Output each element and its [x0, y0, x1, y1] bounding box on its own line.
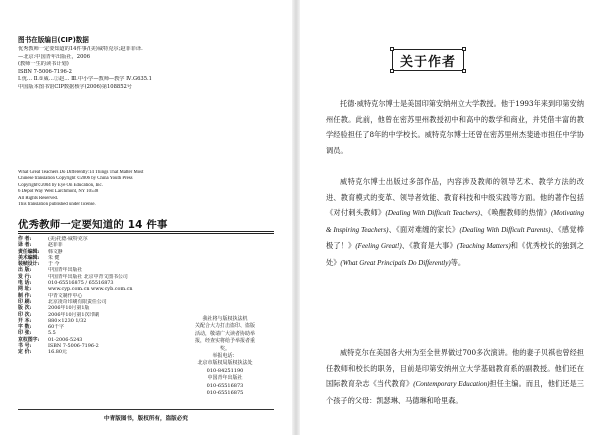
- english-notice-line: This translation published under license.: [18, 202, 96, 208]
- book-gutter: [292, 0, 300, 435]
- credit-row: [18, 349, 168, 355]
- about-author-page: [300, 0, 600, 435]
- text-run: 和《优秀校长的独到之处》: [326, 241, 584, 267]
- credit-label: 美术编辑:: [18, 254, 40, 261]
- text-run: 、《面对难缠的家长》: [388, 224, 460, 234]
- english-journal-title: (Contemporary Education): [413, 380, 490, 388]
- copyright-statement: 中青版图书，版权所有，盗版必究: [104, 416, 188, 422]
- frame-corner: [390, 47, 394, 51]
- paragraph-text: [326, 174, 584, 271]
- frame-corner: [462, 69, 466, 73]
- author-paragraph-3: [326, 345, 584, 408]
- text-run: 、《感觉棒极了！》: [326, 224, 584, 250]
- anti-piracy-notice: [175, 316, 275, 397]
- credit-label: 发 行:: [18, 273, 32, 280]
- cip-line: (教师一生的读书计划): [18, 61, 69, 68]
- credit-value: 北京凌奇印刷有限责任公司: [48, 298, 107, 305]
- paragraph-text: [326, 345, 584, 408]
- credit-label: 字 数:: [18, 324, 32, 331]
- text-run: 、《唤醒教师的热情》: [479, 208, 551, 217]
- credit-value: 中青文制作中心: [48, 292, 83, 299]
- publication-credits: [18, 236, 168, 356]
- text-run: 等。: [450, 257, 466, 267]
- credit-label: 印 次:: [18, 311, 32, 318]
- frame-corner: [462, 47, 466, 51]
- english-book-title: (Dealing With Difficult Parents): [459, 225, 551, 234]
- cip-line: —北京:中国青年出版社，2006: [18, 53, 91, 60]
- cip-line: 中国版本图书馆CIP数据核字(2006)第108852号: [18, 83, 132, 90]
- notice-line: 010-84251190: [206, 367, 244, 374]
- credit-value: 5.5: [48, 330, 56, 337]
- credit-value: 16.80元: [48, 349, 67, 356]
- section-heading: 关于作者: [399, 54, 456, 70]
- paragraph-text: 托德·威特克尔博士是美国印第安纳州立大学教授。他于1993年来到印第安纳州任教。此前，他曾在密苏里州教授初中和高中的数学和商业，并凭借丰富的教学经验担任了8年的中学校长。威特克尔博士还曾在密苏里州杰斐逊市担任中学协调员。: [326, 99, 584, 155]
- cip-line: ISBN 7-5006-7196-2: [18, 68, 72, 75]
- credit-label: 出 版:: [18, 267, 32, 274]
- credit-label: 定 价:: [18, 349, 32, 356]
- text-run: 、《教育是大事》: [401, 241, 457, 250]
- credit-label: 印 张:: [18, 330, 32, 337]
- notice-line: 010-65516873: [206, 382, 244, 389]
- credit-value: 赵菲菲: [48, 242, 63, 249]
- section-heading-frame: [392, 49, 464, 71]
- credit-value: 2006年10月第1次印刷: [48, 311, 100, 318]
- cip-data-block: [18, 36, 274, 92]
- text-run: 威特克尔博士出版过多部作品，内容涉及教师的领导艺术、教学方法的改进、教育模式的变革、领导者效能、教育科技和中级实践等方面。他的著作包括《对付刺头教师》: [326, 177, 584, 217]
- credit-label: 书 号:: [18, 343, 32, 350]
- credit-label: 网 址:: [18, 286, 32, 293]
- credit-value: (美)托德·威特克尔: [48, 236, 88, 242]
- credit-value: 2006年10月第1版: [48, 305, 90, 312]
- notice-line: 报，经查实将给予举报者重: [194, 338, 255, 345]
- english-book-title: (Feeling Great!): [355, 242, 402, 250]
- notice-line: 中国青年出版社: [207, 375, 243, 382]
- credit-value: ISBN 7-5006-7196-2: [48, 343, 99, 350]
- text-run: 担任主编。而且，他们还是三个孩子的父母：凯瑟琳、马德琳和哈里森。: [326, 379, 584, 405]
- notice-line: 关配合大力打击盗印、盗版: [194, 323, 255, 330]
- book-title: 优秀教师一定要知道的 14 件事: [18, 219, 168, 231]
- credit-value: 880×1230 1/32: [48, 317, 87, 324]
- english-book-title: (Teaching Matters): [456, 242, 511, 250]
- notice-line: 举报电话：: [212, 353, 238, 360]
- cip-line: 优秀教师一定要知道的14件事/(美)威特克尔;赵菲菲译.: [18, 46, 143, 52]
- credit-value: 010-65516875 / 65516873: [48, 280, 114, 287]
- credit-label: 版 次:: [18, 305, 32, 312]
- credit-value: 中国青年出版社 北京中青文图书公司: [48, 273, 128, 280]
- credit-value: 朱 健: [48, 254, 60, 261]
- english-notice-line: What Great Teachers Do Differently:14 Things That Matter Most: [18, 170, 144, 175]
- credit-label: 译 者:: [18, 242, 32, 249]
- credit-value: 中国青年出版社: [48, 267, 83, 274]
- english-notice-line: All Rights Reserved.: [18, 195, 59, 201]
- notice-line: 010-65516875: [206, 390, 244, 397]
- title-divider: [18, 231, 274, 232]
- credit-label: 京权图字:: [18, 336, 40, 343]
- english-book-title: (What Great Principals Do Differently): [340, 258, 451, 267]
- credit-value: 于 今: [48, 261, 60, 268]
- english-book-title: (Dealing With Difficult Teachers): [385, 209, 480, 217]
- credit-label: 制 作:: [18, 292, 32, 299]
- frame-corner: [390, 69, 394, 73]
- credit-value: 01-2006-5243: [48, 336, 83, 343]
- english-book-title: (Motivating & Inspiring Teachers): [326, 209, 584, 234]
- english-notice-line: Copyright©2004 by Eye On Education, Inc.: [18, 182, 103, 188]
- title-divider: [18, 233, 274, 234]
- english-copyright-notice: [18, 170, 274, 208]
- notice-line: 奖。: [219, 345, 230, 352]
- notice-line: 我社将与版权执法机: [202, 316, 248, 322]
- credit-label: 电 话:: [18, 280, 32, 287]
- english-notice-line: Chinese translation Copyright ©2006 by China Youth Press: [18, 176, 133, 182]
- credit-value: 韩文静: [48, 248, 63, 255]
- credit-label: 印 刷:: [18, 298, 32, 305]
- cip-line: Ⅰ.优… Ⅱ.①威…②赵… Ⅲ.中小学—教师—教学 Ⅳ.G635.1: [18, 76, 152, 83]
- cip-title: 图书在版编目(CIP)数据: [18, 36, 89, 44]
- notice-line: 北京市版权局版权执法处: [197, 360, 253, 367]
- credit-value: 60千字: [48, 324, 65, 331]
- credit-label: 责任编辑:: [18, 248, 40, 255]
- credit-label: 开 本:: [18, 317, 32, 324]
- copyright-divider: [18, 409, 274, 410]
- credit-value: www.cyp.com.cn www.cyb.com.cn: [48, 286, 133, 293]
- author-paragraph-2: [326, 174, 584, 271]
- credit-label: 装帧设计:: [18, 261, 40, 268]
- notice-line: 活动，敬请广大读者协助举: [194, 330, 255, 337]
- english-notice-line: 6 Depot Way West Larchmont, NY 10538: [18, 189, 99, 195]
- author-paragraph-1: [326, 96, 584, 158]
- text-run: 威特克尔在美国各大州为至全世界做过700多次演讲。他的妻子贝祺也曾经担任教师和校长的职务，目前是印第安纳州立大学基础教育系的副教授。他们还在国际教育杂志《当代教育》: [326, 348, 584, 388]
- credit-label: 作 者:: [18, 236, 32, 242]
- copyright-page: [0, 0, 292, 435]
